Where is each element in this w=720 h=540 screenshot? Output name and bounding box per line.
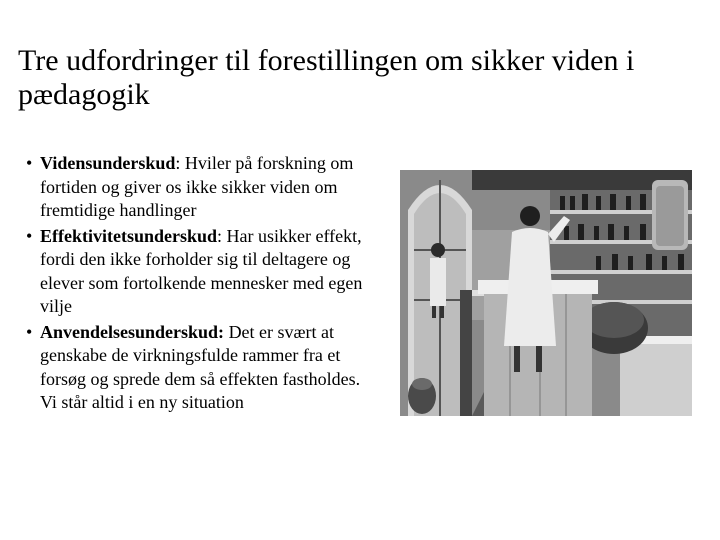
bullet-text: : Hviler på forskning om fortiden og giver os ikke sikker viden om fremtidige handlinger [40,153,354,220]
bullet-dot-icon: • [26,225,33,246]
bullet-item-anvendelsesunderskud [26,321,378,415]
laboratory-photo [400,170,692,416]
bullet-term: Anvendelsesunderskud: [40,321,225,342]
laboratory-photo-icon [400,170,692,416]
slide-title: Tre udfordringer til forestillingen om sikker viden i pædagogik [18,44,635,111]
bullet-text: : Har usikker effekt, fordi den ikke forholder sig til deltagere og elever som fortolkende mennesker med egen vilje [40,225,363,316]
bullet-dot-icon: • [26,153,33,173]
bullet-term: Vidensunderskud [40,153,176,173]
bullet-text: Det er svært at genskabe de virkningsfulde rammer fra et forsøg og sprede dem så effekten fastholdes. Vi står altid i en ny situation [40,321,361,412]
bullet-dot-icon: • [26,321,33,342]
bullet-list [26,152,378,417]
bullet-item-vidensunderskud [26,152,378,223]
bullet-item-effektivitetsunderskud [26,225,378,319]
bullet-term: Effektivitetsunderskud [40,225,218,246]
